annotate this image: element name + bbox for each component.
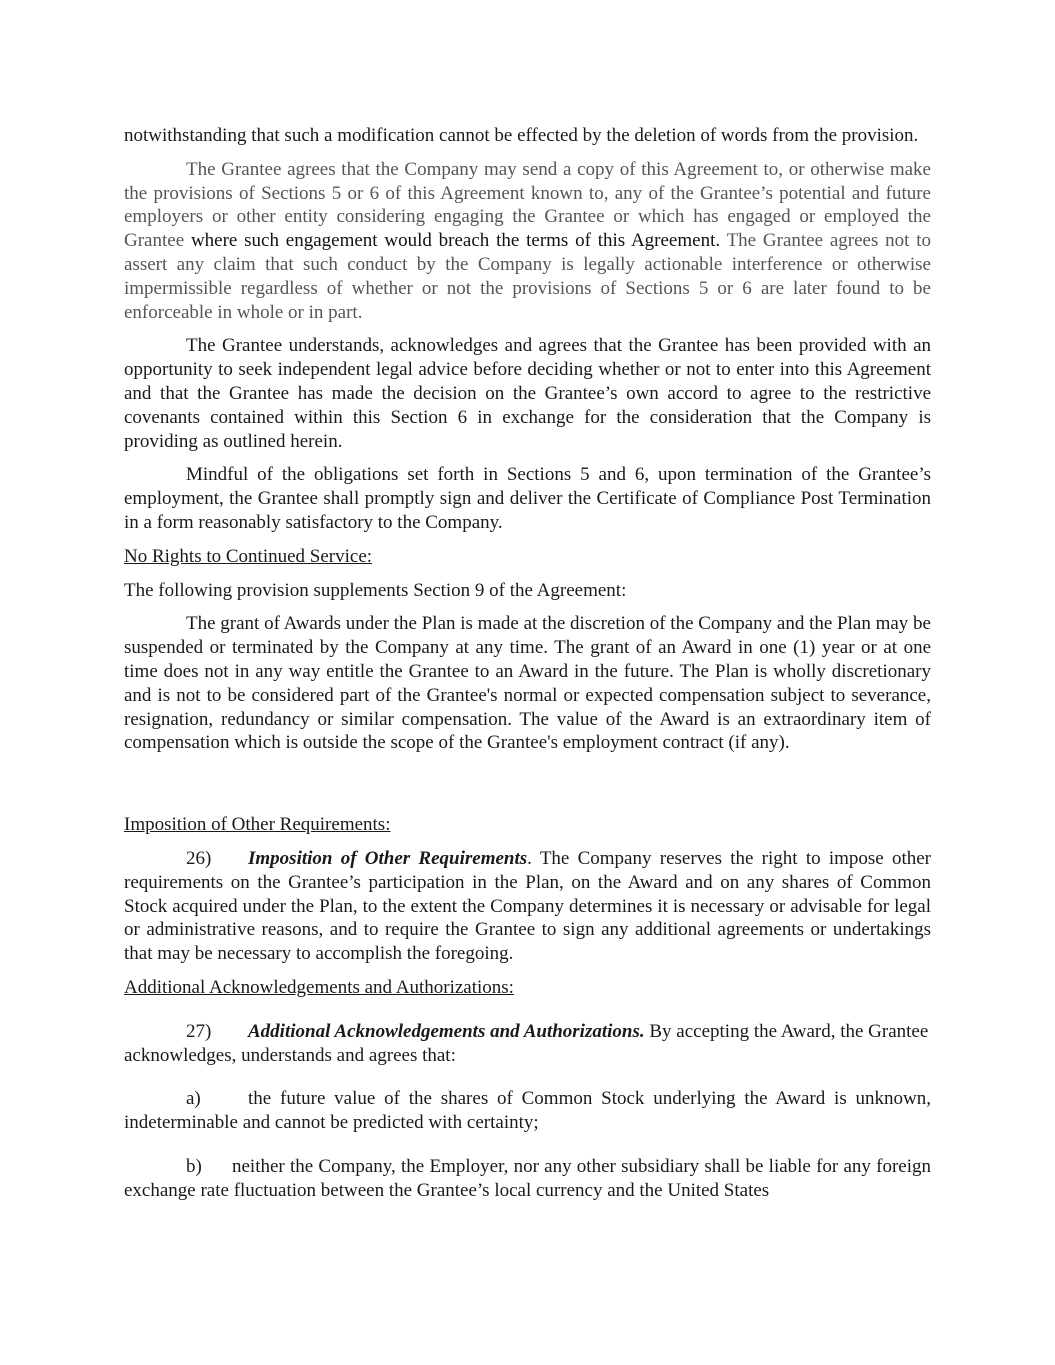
- document-page: [124, 124, 931, 1202]
- section-number: 27): [186, 1020, 212, 1042]
- paragraph-text-part: The Grantee agrees not to assert any claim that such conduct by the Company is legally actionable interference or otherwise impermissible regardless of whether or not the provisions of Sections 5 or 6 are later found to be enforceable in whole or in part.: [124, 230, 932, 323]
- paragraph-text: The grant of Awards under the Plan is made at the discretion of the Company and the Plan may be suspended or terminated by the Company at any time. The grant of an Award in one (1) year or at one time does not in any way entitle the Grantee to an Award in the future. The Plan is wholly discretionary and is not to be considered part of the Grantee's normal or expected compensation subject to severance, resignation, redundancy or similar compensation. The value of the Award is an extraordinary item of compensation which is outside the scope of the Grantee's employment contract (if any).: [124, 613, 931, 754]
- list-item-text: neither the Company, the Employer, nor any other subsidiary shall be liable for any foreign exchange rate fluctuation between the Grantee’s local currency and the United States: [124, 1155, 931, 1201]
- paragraph-text-part: The Grantee agrees that the Company may send a copy of this Agreement to, or otherwise make the provisions of Sections 5 or 6 of this Agreement known to, any of the Grantee’s potential and future employers or other entity considering engaging the Grantee or which has engaged or employed the Grantee: [124, 158, 931, 252]
- section-title: Additional Acknowledgements and Authorizations.: [248, 1020, 645, 1042]
- section-title: Imposition of Other Requirements: [248, 847, 528, 869]
- list-item-label: b): [186, 1155, 202, 1177]
- heading-additional-acknowledgements: Additional Acknowledgements and Authorizations:: [124, 976, 514, 998]
- section-27: [124, 1020, 931, 1068]
- heading-no-rights-continued-service: No Rights to Continued Service:: [124, 545, 373, 567]
- paragraph-certificate-compliance: [124, 463, 931, 534]
- paragraph-text: Mindful of the obligations set forth in Sections 5 and 6, upon termination of the Grantee’s employment, the Grantee shall promptly sign and deliver the Certificate of Compliance Post Termination in a form reasonably satisfactory to the Company.: [124, 464, 931, 533]
- list-item-a: [124, 1087, 931, 1135]
- list-item-b: [124, 1155, 931, 1203]
- heading-imposition-other-requirements: Imposition of Other Requirements:: [124, 814, 391, 836]
- list-item-text: the future value of the shares of Common Stock underlying the Award is unknown, indeterminable and cannot be predicted with certainty;: [124, 1088, 931, 1134]
- list-item-label: a): [186, 1088, 201, 1110]
- section-text: By accepting the Award, the Grantee acknowledges, understands and agrees that:: [124, 1020, 929, 1066]
- paragraph-grant-discretion: [124, 612, 931, 755]
- paragraph-continuation: [124, 124, 931, 148]
- paragraph-supplement-section-9: [124, 579, 931, 603]
- paragraph-text: The Grantee understands, acknowledges and agrees that the Grantee has been provided with an opportunity to seek independent legal advice before deciding whether or not to enter into this Agreement and that the Grantee has made the decision on the Grantee’s own accord to agree to the restrictive covenants contained within this Section 6 in exchange for the consideration that the Company is providing as outlined herein.: [124, 335, 931, 452]
- section-text: . The Company reserves the right to impose other requirements on the Grantee’s participation in the Plan, on the Award and on any shares of Common Stock acquired under the Plan, to the extent the Company determines it is necessary or advisable for legal or administrative reasons, and to require the Grantee to sign any additional agreements or undertakings that may be necessary to accomplish the foregoing.: [124, 847, 932, 965]
- paragraph-text: The following provision supplements Section 9 of the Agreement:: [124, 579, 627, 601]
- paragraph-employer-disclosure: [124, 158, 931, 325]
- paragraph-text-part: where such engagement would breach the terms of this Agreement.: [190, 230, 721, 252]
- section-26: [124, 847, 931, 966]
- section-number: 26): [186, 847, 212, 869]
- paragraph-legal-advice: [124, 334, 931, 453]
- paragraph-text: notwithstanding that such a modification cannot be effected by the deletion of words from the provision.: [124, 125, 919, 146]
